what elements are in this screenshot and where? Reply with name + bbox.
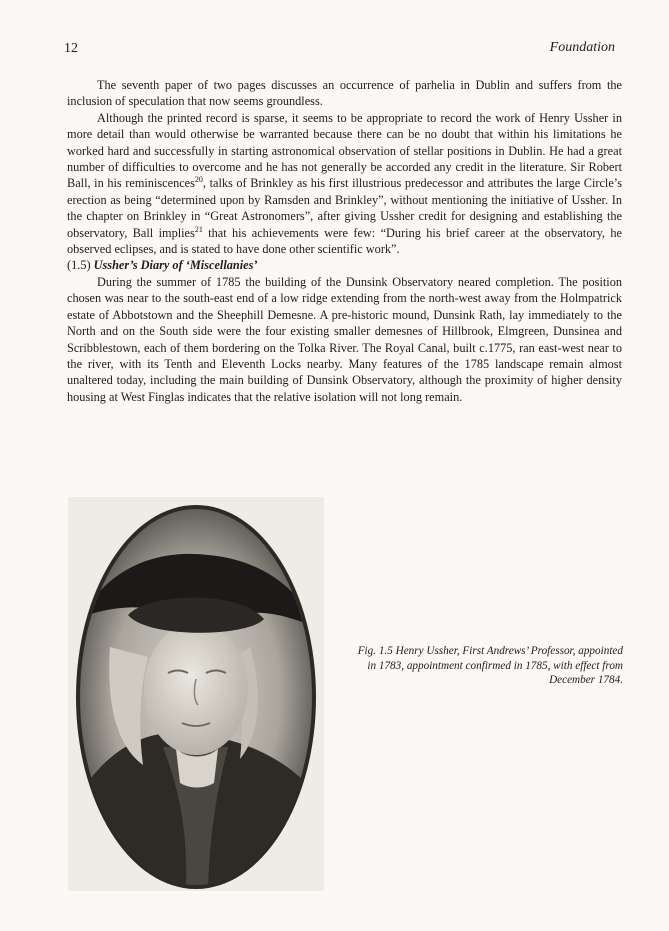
page-number: 12 [64, 41, 78, 56]
section-heading [67, 257, 622, 273]
footnote-ref-20: 20 [194, 175, 203, 185]
section-title: Ussher’s Diary of ‘Miscellanies’ [93, 258, 258, 273]
running-head: Foundation [549, 40, 615, 55]
footnote-ref-21: 21 [194, 224, 203, 234]
paragraph-dunsink-1785: During the summer of 1785 the building of the Dunsink Observatory neared completion. The position chosen was near to the south-east end of a low ridge extending from the north-west away from the Holmpatrick estate of Abbotstown and the Sheephill Demesne. A pre-historic mound, Dunsink Rath, lay immediately to the North and on the South side were the four existing smaller demesnes of Hillbrook, Elmgreen, Dunsinea and Scribblestown, each of them bordering on the Tolka River. The Royal Canal, built c.1775, ran east-west near to the river, with its Tenth and Eleventh Locks nearby. Many features of the 1785 landscape remain almost unaltered today, including the main building of Dunsink Observatory, although the proximity of higher density housing at West Finglas indicates that the relative isolation will not long remain. [67, 274, 622, 404]
paragraph-ussher-record [67, 110, 622, 258]
section-number: (1.5) [67, 258, 91, 273]
portrait-photo [68, 497, 324, 891]
body-text [67, 77, 622, 405]
figure-caption: Fig. 1.5 Henry Ussher, First Andrews’ Professor, appointed in 1783, appointment confirmed in 1785, with effect from December 1784. [357, 645, 623, 686]
paragraph-text: , talks of Brinkley as his first illustrious predecessor and attributes the large Circle’s erection as being “determined upon by Ramsden and Brinkley”, without mentioning the initiative of Ussher. In the chapter on Brinkley in “Great Astronomers”, after giving Ussher credit for designing and establishing the observatory, Ball implies [67, 176, 623, 240]
paragraph-text: that his achievements were few: “During his brief career at the observatory, he observed eclipses, and is stated to have done other scientific work”. [67, 225, 622, 257]
paragraph-text: Although the printed record is sparse, it seems to be appropriate to record the work of Henry Ussher in more detail than would otherwise be warranted because there can be no doubt that within his limitations he worked hard and successfully in starting astronomical observation of stellar positions in Dublin. He had a great number of difficulties to overcome and he has not generally be accorded any credit in the literature. Sir Robert Ball, in his reminiscences [67, 110, 622, 191]
portrait-image [68, 497, 324, 891]
paragraph-parhelia: The seventh paper of two pages discusses an occurrence of parhelia in Dublin and suffers from the inclusion of speculation that now seems groundless. [67, 78, 622, 109]
